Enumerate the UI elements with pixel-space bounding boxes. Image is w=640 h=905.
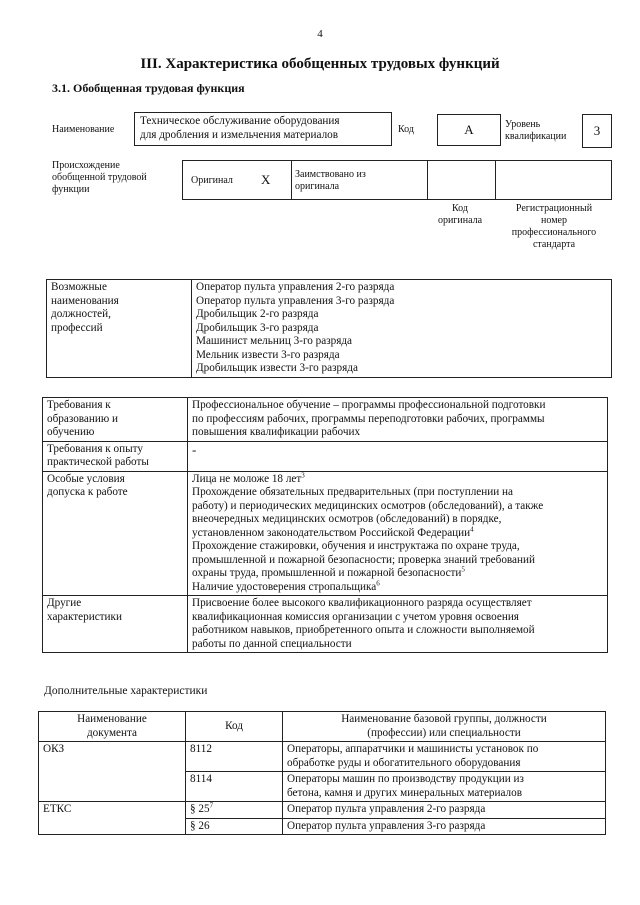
special-line7: промышленной и пожарной безопасности; проверка знаний требований [192,553,535,566]
education-label [43,398,188,442]
table-row [47,280,612,378]
code-text: § 25 [190,803,210,815]
positions-label-line4: профессий [51,321,103,334]
footnote-mark: 3 [301,470,305,479]
origin-label-line3: функции [52,184,90,195]
other-characteristics-value [188,596,608,653]
borrowed-line2: оригинала [295,181,340,192]
table-row [39,802,606,819]
special-text: установленном законодательством Российской Федерации [192,526,471,539]
list-item: Дробильщик извести 3-го разряда [196,362,358,374]
experience-value [188,441,608,471]
registration-number-caption [500,203,608,251]
name-cell: Оператор пульта управления 3-го разряда [283,818,606,835]
special-line3: работу) и периодических медицинских осмотров (обследований), а также [192,499,544,512]
reg-caption-line4: стандарта [532,239,576,250]
table-header-row [39,712,606,742]
doc-cell: ЕТКС [39,802,186,835]
divider [495,161,496,199]
name-value-line2: для дробления и измельчения материалов [140,128,339,141]
list-item: Оператор пульта управления 3-го разряда [196,294,395,307]
positions-label [47,280,192,378]
code-cell: 8114 [186,772,283,802]
special-conditions-value [188,471,608,596]
footnote-mark: 4 [470,524,474,533]
borrowed-line1: Заимствовано из [295,169,366,180]
original-label: Оригинал [191,175,233,186]
name-line2: бетона, камня и других минеральных материалов [287,786,523,799]
special-line6: Прохождение стажировки, обучения и инструктажа по охране труда, [192,540,520,552]
origin-box [182,160,612,200]
name-label: Наименование [52,124,115,135]
code-cell: 8112 [186,742,283,772]
divider [291,161,292,199]
education-line2: по профессиям рабочих, программы переподготовки рабочих, программы [192,412,545,425]
education-line1: Профессиональное обучение – программы профессиональной подготовки [192,399,546,411]
positions-label-line1: Возможные [51,281,107,293]
table-row [43,398,608,442]
col-document-header [39,712,186,742]
name-line1: Операторы, аппаратчики и машинисты установок по [287,743,539,755]
special-text: охраны труда, промышленной и пожарной безопасности [192,567,462,579]
special-line8 [192,567,603,581]
education-label-line1: Требования к [47,399,111,411]
borrowed-label [295,169,366,193]
table-row [39,742,606,772]
origin-label [52,160,147,196]
experience-dash: - [192,441,197,457]
experience-label [43,441,188,471]
name-value-box [134,112,392,146]
additional-title: Дополнительные характеристики [44,685,208,697]
level-value-box [582,114,612,148]
code-cell: § 26 [186,818,283,835]
other-line2: квалификационная комиссия организации с учетом уровня освоения [192,610,519,623]
special-line4: внеочередных медицинских осмотров (обследований) в порядке, [192,513,502,525]
special-line9 [192,578,603,595]
name-cell [283,772,606,802]
requirements-table [42,397,608,653]
experience-label-line2: практической работы [47,456,149,468]
col3-line2: (профессии) или специальности [367,726,521,739]
page-number: 4 [317,28,323,40]
name-cell [283,742,606,772]
special-label-line1: Особые условия [47,472,125,485]
positions-table [46,279,612,378]
special-line5 [192,524,603,541]
level-value: 3 [593,123,601,138]
positions-list [192,280,612,378]
origin-label-line1: Происхождение [52,160,120,171]
list-item: Машинист мельниц 3-го разряда [196,335,353,347]
section-title: III. Характеристика обобщенных трудовых функций [140,56,500,72]
code-cell [186,802,283,819]
special-line1 [192,470,603,487]
footnote-mark: 6 [376,578,380,587]
code-value: А [464,122,474,137]
origin-label-line2: обобщенной трудовой [52,172,147,183]
divider [427,161,428,199]
special-text: Наличие удостоверения стропальщика [192,580,377,593]
additional-table [38,711,606,835]
reg-caption-line3: профессионального [511,227,597,238]
table-row [43,471,608,596]
special-conditions-label [43,471,188,596]
col-code-header: Код [186,712,283,742]
name-cell: Оператор пульта управления 2-го разряда [283,802,606,819]
footnote-mark: 5 [461,565,465,574]
list-item: Мельник извести 3-го разряда [196,348,340,361]
list-item: Дробильщик 2-го разряда [196,308,319,320]
col1-line2: документа [86,726,138,739]
reg-caption-line2: номер [541,215,567,226]
code-caption-line1: Код [452,203,468,214]
name-line2: обработке руды и обогатительного оборудования [287,756,521,769]
code-label: Код [398,124,414,135]
original-mark: X [261,172,271,187]
experience-label-line1: Требования к опыту [47,442,143,455]
education-label-line2: образованию и [47,412,119,425]
col3-line1: Наименование базовой группы, должности [341,713,547,725]
education-label-line3: обучению [47,426,95,438]
name-line1: Операторы машин по производству продукции из [287,773,524,785]
code-caption-line2: оригинала [437,215,483,226]
table-row [43,441,608,471]
subsection-title: 3.1. Обобщенная трудовая функция [52,81,245,95]
other-line3: работником навыков, приобретенного опыта и сложности выполняемой [192,624,535,636]
education-line3: повышения квалификации рабочих [192,426,361,438]
list-item: Оператор пульта управления 2-го разряда [196,281,395,293]
footnote-mark: 7 [209,801,214,810]
col1-line1: Наименование [77,713,147,725]
special-line2: Прохождение обязательных предварительных (при поступлении на [192,486,513,498]
special-label-line2: допуска к работе [47,486,128,498]
level-label [505,119,566,143]
other-label-line2: характеристики [47,610,122,623]
level-label-line2: квалификации [505,131,567,142]
special-text: Лица не моложе 18 лет [192,472,302,485]
table-row [43,596,608,653]
other-line1: Присвоение более высокого квалификационного разряда осуществляет [192,597,532,609]
col-name-header [283,712,606,742]
positions-label-line3: должностей, [51,308,111,320]
code-value-box [437,114,501,146]
other-label-line1: Другие [47,597,82,609]
reg-caption-line1: Регистрационный [515,203,593,214]
name-value-line1: Техническое обслуживание оборудования [140,115,340,127]
other-line4: работы по данной специальности [192,637,352,650]
code-original-caption [420,203,500,227]
list-item: Дробильщик 3-го разряда [196,321,319,334]
level-label-line1: Уровень [505,119,541,130]
other-characteristics-label [43,596,188,653]
doc-cell: ОКЗ [39,742,186,802]
positions-label-line2: наименования [51,294,119,307]
education-value [188,398,608,442]
